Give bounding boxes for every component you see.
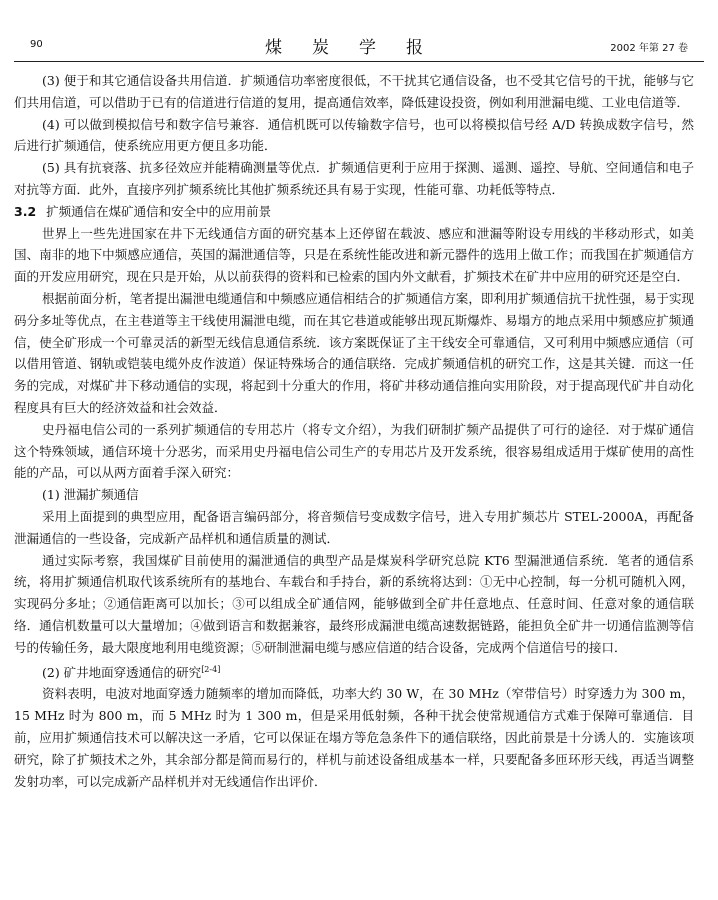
subheading: (1) 泄漏扩频通信 bbox=[42, 487, 139, 503]
issue-info: 2002 年第 27 卷 bbox=[610, 43, 688, 54]
subheading-text: (2) 矿井地面穿透通信的研究 bbox=[42, 664, 202, 680]
paragraph: (4) 可以做到模拟信号和数字信号兼容．通信机既可以传输数字信号，也可以将模拟信号经 A/D 转换成数字信号，然后进行扩频通信，使系统应用更方便且多功能． bbox=[14, 116, 694, 154]
journal-title: 煤炭学报 bbox=[265, 38, 453, 58]
reference-marker: [2-4] bbox=[201, 664, 221, 674]
paragraph: 采用上面提到的典型应用，配备语言编码部分，将音频信号变成数字信号，进入专用扩频芯片 STEL-2000A，再配备泄漏通信的一些设备，完成新产品样机和通信质量的测试． bbox=[14, 508, 694, 546]
page-header bbox=[14, 33, 704, 57]
paragraph: 根据前面分析，笔者提出漏泄电缆通信和中频感应通信相结合的扩频通信方案，即利用扩频通信抗干扰性强，易于实现码分多址等优点，在主巷道等主干线使用漏泄电缆，而在其它巷道或能够出现瓦斯爆炸、易塌方的地点采用中频感应扩频通信，使全矿形成一个可靠灵活的新型无线信息通信系统．该方案既保证了主干线安全可靠通信，又可利用中频感应通信（可以借用管道、钢轨或铠装电缆外皮作波道）保证特殊场合的通信联络．完成扩频通信机的研究工作，这是其关键．而这一任务的完成，对煤矿井下移动通信的实现，将起到十分重大的作用，将矿井移动通信推向实用阶段，对于提高现代矿井自动化程度具有巨大的经济效益和社会效益． bbox=[14, 290, 694, 415]
paragraph: 通过实际考察，我国煤矿目前使用的漏泄通信的典型产品是煤炭科学研究总院 KT6 型漏泄通信系统．笔者的通信系统，将用扩频通信机取代该系统所有的基地台、车载台和手持台，新的系统将达到：①无中心控制，每一分机可随机入网，实现码分多址；②通信距离可以加长；③可以组成全矿通信网，能够做到全矿井任意地点、任意时间、任意对象的通信联络．通信机数量可以大量增加；④做到语言和数据兼容，最终形成漏泄电缆高速数据链路，能担负全矿井一切通信监测等信号的传输任务，最大限度地利用电缆资源；⑤研制泄漏电缆与感应信道的结合设备，完成两个信道信号的接口． bbox=[14, 552, 694, 655]
section-title: 扩频通信在煤矿通信和安全中的应用前景 bbox=[46, 203, 272, 219]
section-heading bbox=[14, 201, 694, 223]
article-body bbox=[14, 70, 694, 792]
paragraph: (3) 便于和其它通信设备共用信道．扩频通信功率密度很低，不干扰其它通信设备，也不受其它信号的干扰，能够与它们共用信道，可以借助于已有的信道进行信道的复用，提高通信效率，降低建设投资，例如利用泄漏电缆、工业电信道等． bbox=[14, 73, 694, 110]
header-rule bbox=[14, 61, 704, 62]
paragraph: 史丹福电信公司的一系列扩频通信的专用芯片（将专文介绍），为我们研制扩频产品提供了可行的途径．对于煤矿通信这个特殊领域，通信环境十分恶劣，而采用史丹福电信公司生产的专用芯片及开发系统，很容易组成适用于煤矿使用的高性能的产品，可以从两方面着手深入研究： bbox=[14, 421, 694, 481]
subheading bbox=[14, 659, 694, 684]
section-number: 3.2 bbox=[14, 203, 37, 219]
page-number: 90 bbox=[30, 39, 43, 50]
paragraph: 世界上一些先进国家在井下无线通信方面的研究基本上还停留在载波、感应和泄漏等附设专用线的半移动形式，如美国、南非的地下中频感应通信，英国的漏泄通信等，只是在系统性能改进和新元器件的选用上做工作；而我国在扩频通信方面的开发应用研究，现在只是开始，从以前获得的资料和已检索的国内外文献看，扩频技术在矿井中应用的研究还是空白． bbox=[14, 225, 694, 285]
paragraph: (5) 具有抗衰落、抗多径效应并能精确测量等优点．扩频通信更利于应用于探测、遥测、遥控、导航、空间通信和电子对抗等方面．此外，直接序列扩频系统比其他扩频系统还具有易于实现，性能可靠、功耗低等特点． bbox=[14, 160, 694, 197]
paragraph: 资料表明，电波对地面穿透力随频率的增加而降低，功率大约 30 W，在 30 MHz（窄带信号）时穿透力为 300 m，15 MHz 时为 800 m，而 5 MHz 时为 1 300 m，但是采用低射频，各种干扰会使常规通信方式难于保障可靠通信．目前，应用扩频通信技术可以解决这一矛盾，它可以保证在塌方等危急条件下的通信联络，因此前景是十分诱人的．实施该项研究，除了扩频技术之外，其余部分都是简而易行的，样机与前述设备组成基本一样，只要配备多匝环形天线，再适当调整发射功率，可以完成新产品样机并对无线通信作出评价． bbox=[14, 686, 694, 789]
